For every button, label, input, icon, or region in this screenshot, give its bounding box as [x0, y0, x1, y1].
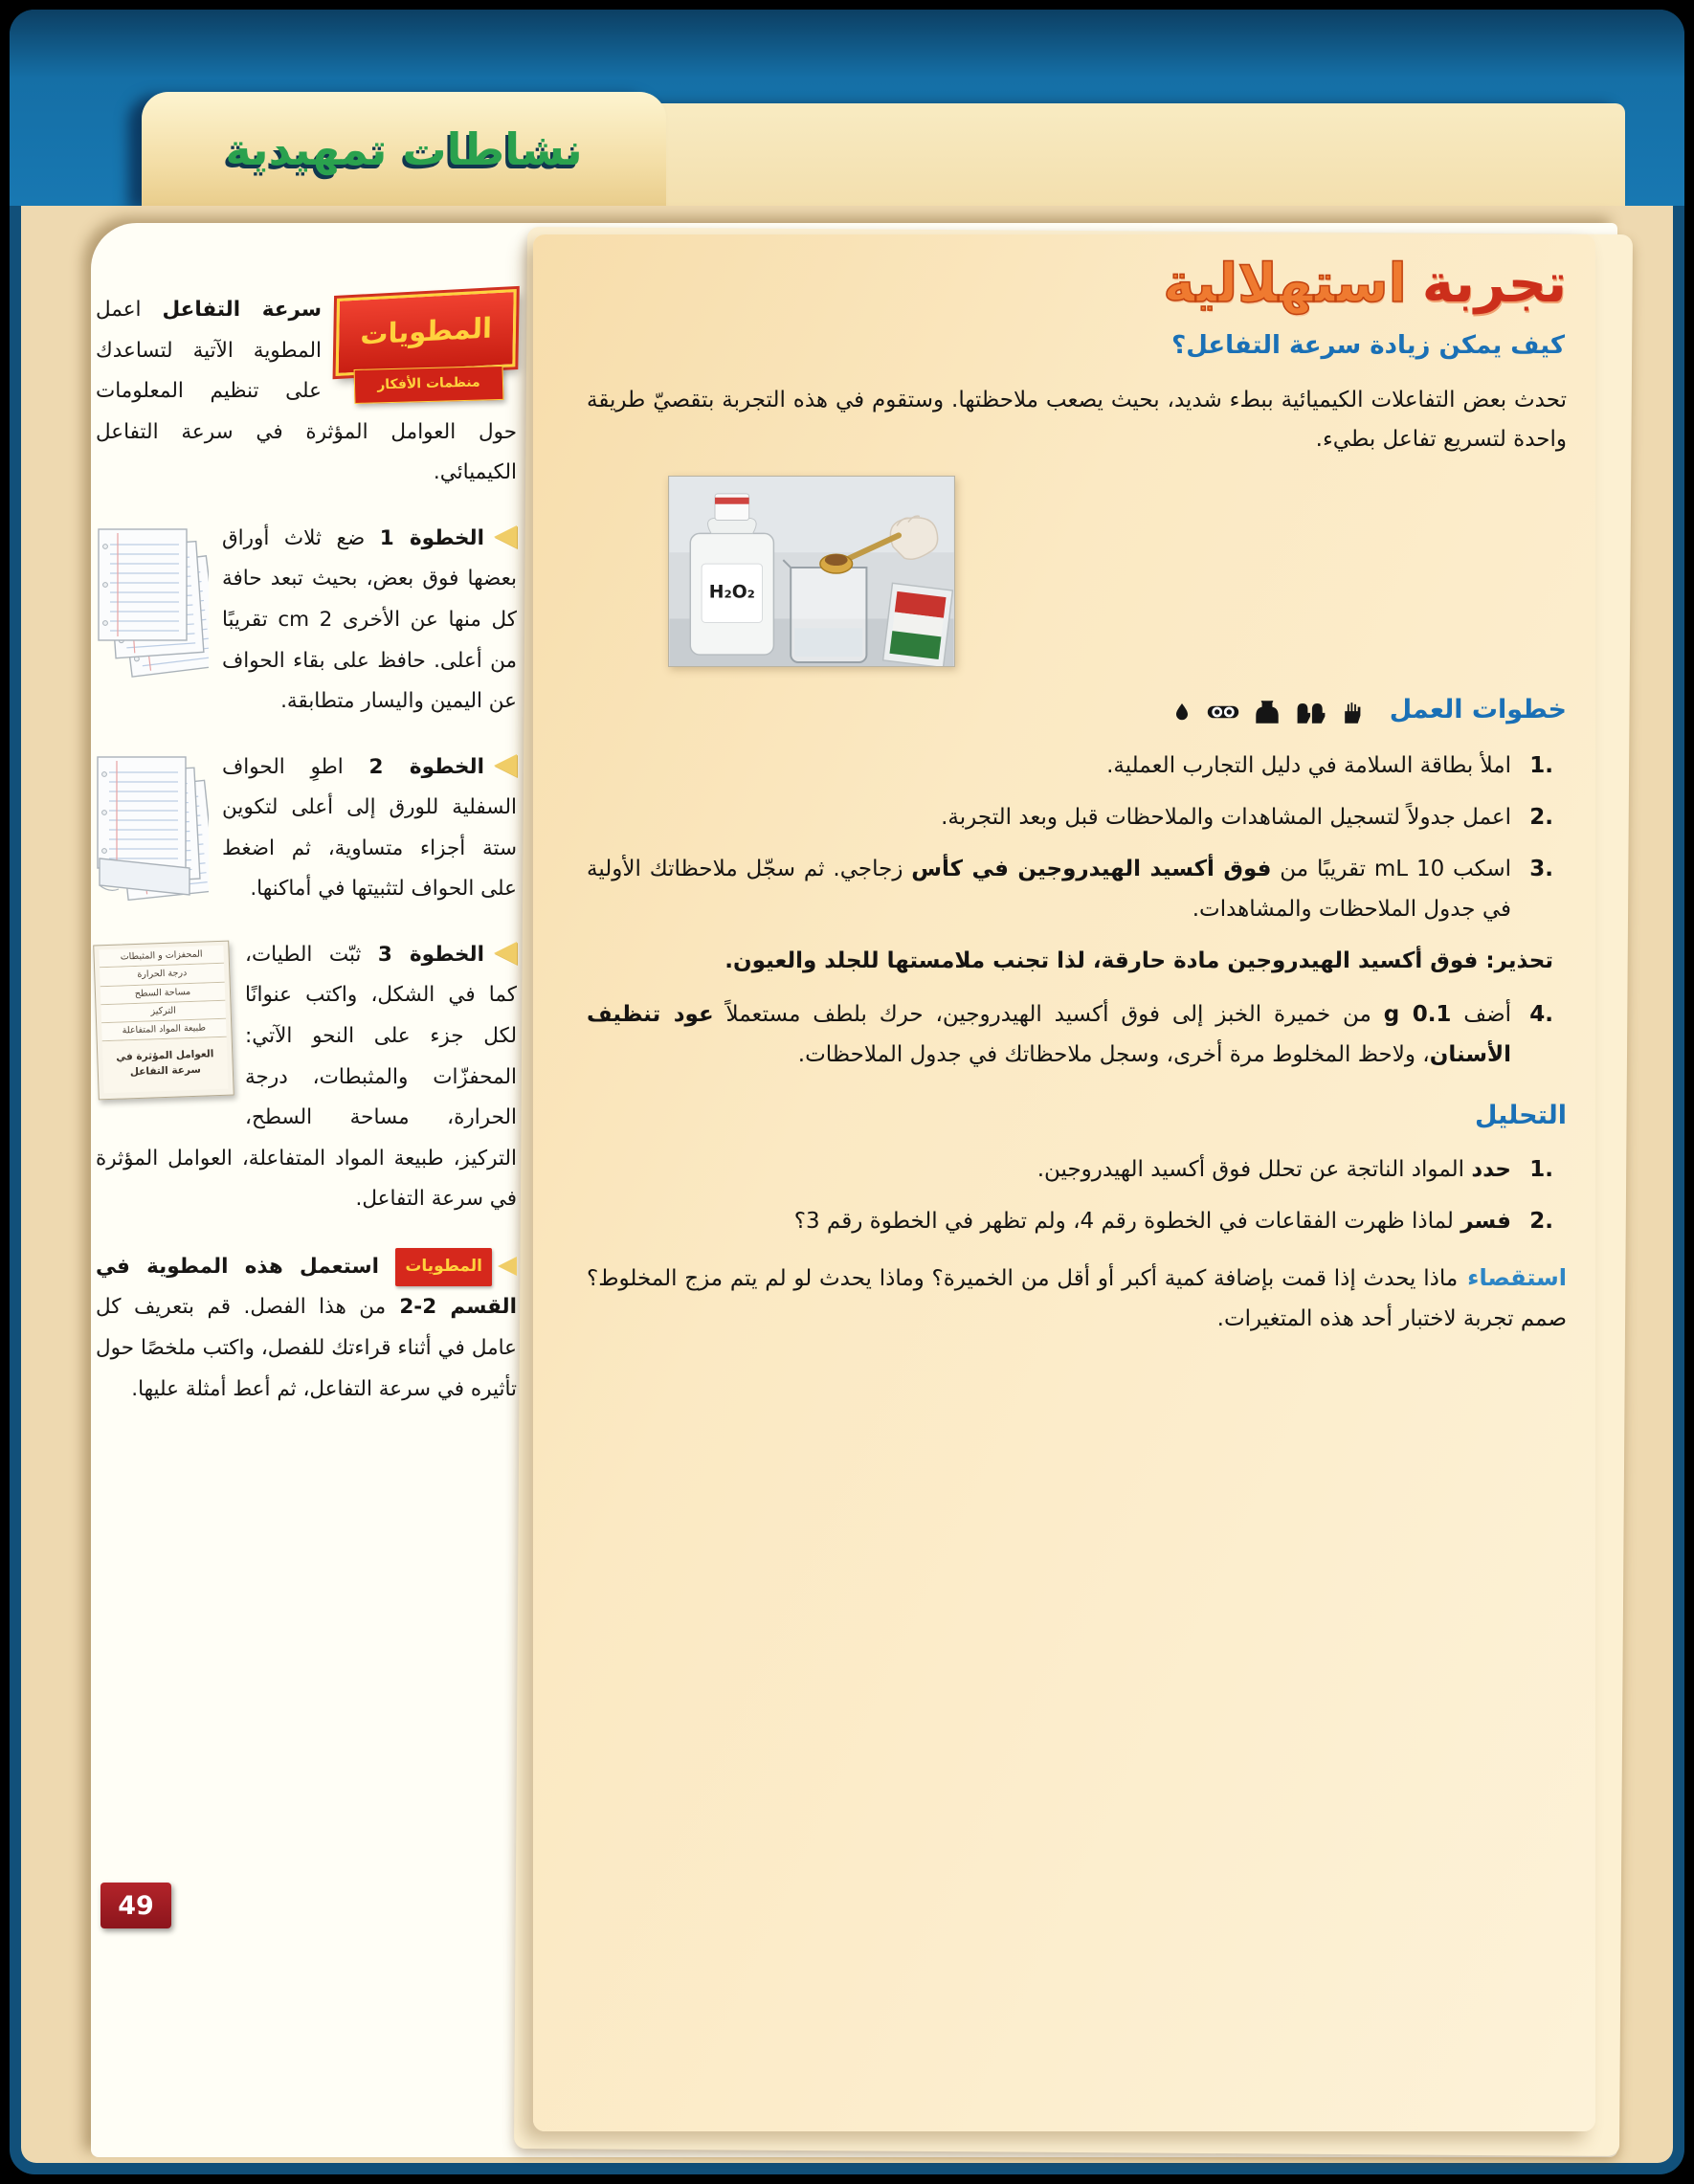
foldable-step-text: ثبّت الطيات، كما في الشكل، واكتب عنوانًا لكل جزء على النحو الآتي: المحفزّات والمثبطات، درجة الحرارة، مساحة السطح، التركيز، طبيعة المواد المتفاعلة، العوامل المؤثرة في سرعة التفاعل.: [96, 942, 517, 1212]
foldables-column: [96, 290, 517, 1410]
bottle-label: H₂O₂: [708, 582, 755, 603]
foldable-tab-label: العوامل المؤثرة في سرعة التفاعل: [102, 1037, 229, 1093]
step-text: من خميرة الخبز إلى فوق أكسيد الهيدروجين، حرك بلطف مستعملاً: [713, 1001, 1384, 1027]
procedure-step-2: [587, 798, 1567, 838]
inquiry-label: استقصاء: [1467, 1264, 1567, 1292]
step-text-bold: 0.1 g: [1383, 1001, 1452, 1027]
foldable-tab-label: المحفزات و المثبطات: [99, 946, 224, 969]
page-number: 49: [118, 1890, 154, 1921]
step-number: 1.: [1529, 753, 1553, 779]
step-arrow-icon: [494, 942, 517, 965]
foldable-tab-label: طبيعة المواد المتفاعلة: [101, 1019, 227, 1042]
stacked-papers-icon: [96, 526, 209, 697]
safety-apron-icon: [1250, 699, 1284, 725]
warning-note: [587, 942, 1553, 982]
foldable-step-label: الخطوة 3: [377, 942, 484, 967]
foldable-tab-label: درجة الحرارة: [100, 964, 225, 987]
analysis-lead: حدد: [1471, 1157, 1511, 1183]
foldables-banner-subtitle: منظمات الأفكار: [354, 366, 504, 404]
experiment-photo: [668, 476, 955, 667]
procedure-heading: خطوات العمل: [1389, 695, 1567, 725]
step-number: 4.: [1529, 1001, 1553, 1027]
step-text: ، ولاحظ المخلوط مرة أخرى، وسجل ملاحظاتك في جدول الملاحظات.: [797, 1041, 1430, 1067]
foldables-banner: [334, 289, 520, 407]
step-text: اسكب 10 mL تقريبًا من: [1271, 857, 1512, 882]
analysis-lead: فسر: [1460, 1209, 1511, 1235]
experiment-intro: تحدث بعض التفاعلات الكيميائية ببطء شديد، بحيث يصعب ملاحظتها. وستقوم في هذه التجربة بتقصيّ طريقة واحدة لتسريع تفاعل بطيء.: [587, 387, 1567, 453]
step-text: املأ بطاقة السلامة في دليل التجارب العملية.: [1106, 753, 1511, 779]
step-number: 2.: [1529, 1209, 1553, 1235]
foldables-usage: [96, 1247, 517, 1410]
page-top-edge: [613, 103, 1625, 206]
analysis-item-1: [587, 1150, 1567, 1191]
experiment-title: [587, 252, 1567, 316]
chapter-tab: [142, 92, 666, 206]
chip-arrow-icon: [498, 1257, 517, 1276]
foldable-tabs-icon: [93, 940, 234, 1100]
folded-papers-icon: [96, 755, 209, 920]
step-arrow-icon: [494, 525, 517, 548]
step-text: اعمل جدولاً لتسجيل المشاهدات والملاحظات قبل وبعد التجربة.: [941, 805, 1511, 831]
step-text-bold: عود تنظيف الأسنان: [587, 1001, 1511, 1067]
experiment-panel: [533, 234, 1595, 2131]
safety-icons-row: [1168, 695, 1372, 725]
analysis-text: لماذا ظهرت الفقاعات في الخطوة رقم 4، ولم تظهر في الخطوة رقم 3؟: [793, 1209, 1461, 1235]
safety-hygiene-icon: [1168, 699, 1196, 725]
foldables-intro: [96, 290, 517, 494]
foldables-banner-title: المطويات: [336, 289, 517, 376]
safety-goggles-icon: [1206, 699, 1240, 725]
foldables-intro-rest: اعمل المطوية الآتية لتساعدك على تنظيم المعلومات حول العوامل المؤثرة في سرعة التفاعل الكيميائي.: [96, 298, 517, 485]
foldables-usage-heading: استعمل هذه المطوية في القسم 2-2: [96, 1254, 517, 1320]
foldable-step-3: [96, 935, 517, 1220]
procedure-step-4: [587, 995, 1567, 1076]
foldables-usage-text: من هذا الفصل. قم بتعريف كل عامل في أثناء قراءتك للفصل، واكتب ملخصًا حول تأثيره في سرعة التفاعل، ثم أعط أمثلة عليها.: [96, 1295, 517, 1401]
foldable-step-text: اطوِ الحواف السفلية للورق إلى أعلى لتكوين ستة أجزاء متساوية، ثم اضغط على الحواف لتثبيتها في أماكنها.: [222, 754, 517, 902]
foldable-tab-label: مساحة السطح: [100, 982, 226, 1005]
analysis-heading: التحليل: [1474, 1101, 1567, 1131]
book-page: [10, 10, 1684, 2174]
step-text: أضف: [1451, 1001, 1511, 1027]
safety-hand-icon: [1338, 699, 1372, 725]
foldable-step-text: ضع ثلاث أوراق بعضها فوق بعض، بحيث تبعد حافة كل منها عن الأخرى 2 cm تقريبًا من أعلى. حافظ على بقاء الحواف عن اليمين واليسار متطابقة.: [222, 525, 517, 714]
step-number: 2.: [1529, 805, 1553, 831]
beaker: [783, 560, 866, 662]
safety-gloves-icon: [1294, 699, 1328, 725]
experiment-photo-illustration: [669, 477, 954, 666]
foldable-tab-label: التركيز: [100, 1000, 226, 1023]
page-number-badge: [100, 1883, 171, 1928]
experiment-title-word2: استهلالية: [1163, 253, 1407, 315]
warning-label: تحذير:: [1485, 947, 1553, 973]
inquiry-text: ماذا يحدث إذا قمت بإضافة كمية أكبر أو أقل من الخميرة؟ وماذا يحدث لو لم يتم مزج المخلوط؟ صمم تجربة لاختبار أحد هذه المتغيرات.: [587, 1266, 1567, 1332]
procedure-header-row: [587, 686, 1567, 733]
foldables-chip: المطويات: [395, 1248, 492, 1287]
inquiry-paragraph: [587, 1258, 1567, 1340]
foldable-step-1: [96, 519, 517, 723]
yeast-packet: [883, 584, 953, 667]
top-band: [10, 10, 1684, 206]
foldable-step-label: الخطوة 1: [379, 525, 484, 550]
content-area: [21, 206, 1673, 2163]
analysis-item-2: [587, 1202, 1567, 1242]
analysis-text: المواد الناتجة عن تحلل فوق أكسيد الهيدروجين.: [1036, 1157, 1472, 1183]
experiment-title-word1: تجربة: [1421, 253, 1567, 315]
step-number: 1.: [1529, 1157, 1553, 1183]
step-number: 3.: [1529, 857, 1553, 882]
procedure-step-3: [587, 850, 1567, 930]
chapter-tab-title: نشاطات تمهيدية: [225, 123, 583, 175]
step-arrow-icon: [494, 754, 517, 777]
warning-text: فوق أكسيد الهيدروجين مادة حارقة، لذا تجنب ملامستها للجلد والعيون.: [724, 947, 1486, 973]
foldable-step-2: [96, 747, 517, 910]
procedure-step-1: [587, 747, 1567, 787]
foldables-intro-lead: سرعة التفاعل: [162, 298, 322, 322]
foldable-step-label: الخطوة 2: [368, 754, 484, 779]
step-text-bold: فوق أكسيد الهيدروجين في كأس: [911, 857, 1272, 882]
step-text: زجاجي. ثم سجّل ملاحظاتك الأولية في جدول الملاحظات والمشاهدات.: [587, 857, 1511, 922]
experiment-question: كيف يمكن زيادة سرعة التفاعل؟: [1171, 331, 1565, 361]
